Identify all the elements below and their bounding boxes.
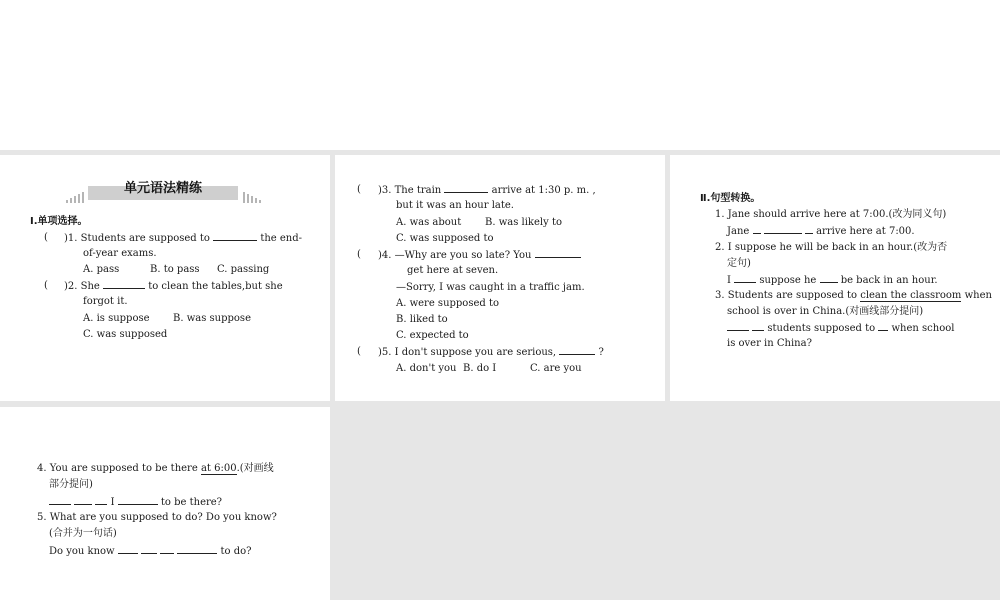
sentence-5: 5. What are you supposed to do? Do you know?: [37, 512, 277, 523]
sentence-3-cont: school is over in China.(对画线部分提问): [727, 306, 924, 317]
sentence-1-answer: Jane arrive here at 7:00.: [727, 226, 915, 237]
title-decoration-right: [243, 191, 261, 203]
answer-blank[interactable]: [820, 273, 838, 283]
sentence-5-answer: Do you know to do?: [49, 546, 252, 557]
page-panel-1: [0, 155, 330, 401]
sentence-4-answer: I to be there?: [49, 495, 222, 509]
page-panel-3: [670, 155, 1000, 401]
option-b: B. liked to: [396, 314, 448, 325]
answer-blank[interactable]: [118, 544, 138, 554]
answer-blank[interactable]: [805, 224, 813, 234]
sentence-5-cont: (合并为一句话): [49, 528, 117, 539]
answer-blank[interactable]: [753, 224, 761, 234]
sentence-3: 3. Students are supposed to clean the classroom when: [715, 290, 992, 301]
answer-blank[interactable]: [141, 544, 157, 554]
answer-blank[interactable]: [103, 279, 145, 289]
option-b: B. was likely to: [485, 217, 562, 228]
title-decoration-left: [66, 191, 84, 203]
question-text: of-year exams.: [83, 248, 157, 259]
option-b: B. do I: [463, 363, 497, 374]
option-c: C. are you: [530, 363, 582, 374]
sentence-2: 2. I suppose he will be back in an hour.(改为否: [715, 242, 948, 253]
answer-blank[interactable]: [95, 495, 107, 505]
answer-blank[interactable]: [535, 248, 581, 258]
page-title: 单元语法精练: [123, 181, 202, 196]
question-text: but it was an hour late.: [396, 200, 514, 211]
answer-paren[interactable]: (: [357, 249, 361, 260]
section-heading: Ⅱ.句型转换。: [700, 193, 761, 204]
question-1: )1. Students are supposed to the end-: [64, 233, 303, 244]
answer-blank[interactable]: [160, 544, 174, 554]
answer-paren[interactable]: (: [357, 184, 361, 195]
question-text: —Sorry, I was caught in a traffic jam.: [396, 282, 585, 293]
answer-paren[interactable]: (: [357, 346, 361, 357]
sentence-1: 1. Jane should arrive here at 7:00.(改为同义句): [715, 209, 947, 220]
question-3: )3. The train arrive at 1:30 p. m. ,: [378, 185, 596, 196]
answer-blank[interactable]: [764, 224, 802, 234]
sentence-4: 4. You are supposed to be there at 6:00.(对画线: [37, 463, 274, 474]
option-a: A. don't you: [396, 363, 457, 374]
option-b: B. was suppose: [173, 313, 251, 324]
answer-blank[interactable]: [727, 321, 749, 331]
answer-blank[interactable]: [734, 273, 756, 283]
sentence-3-cont: is over in China?: [727, 338, 812, 349]
page-panel-2: [335, 155, 665, 401]
option-c: C. expected to: [396, 330, 469, 341]
question-2: )2. She to clean the tables,but she: [64, 281, 283, 292]
option-a: A. were supposed to: [396, 298, 499, 309]
option-b: B. to pass: [150, 264, 200, 275]
section-heading: Ⅰ.单项选择。: [30, 216, 88, 227]
option-a: A. is suppose: [83, 313, 150, 324]
option-c: C. passing: [217, 264, 270, 275]
option-a: A. was about: [396, 217, 462, 228]
answer-blank[interactable]: [559, 345, 595, 355]
answer-blank[interactable]: [444, 183, 488, 193]
answer-paren[interactable]: (: [44, 280, 48, 291]
answer-blank[interactable]: [878, 321, 888, 331]
answer-paren[interactable]: (: [44, 232, 48, 243]
answer-blank[interactable]: [49, 495, 71, 505]
question-text: forgot it.: [83, 296, 128, 307]
sentence-4-cont: 部分提问): [49, 479, 93, 490]
option-c: C. was supposed to: [396, 233, 494, 244]
answer-blank[interactable]: [752, 321, 764, 331]
question-5: )5. I don't suppose you are serious, ?: [378, 347, 604, 358]
page-panel-4: [0, 407, 330, 600]
sentence-3-answer: students supposed to when school: [727, 321, 954, 335]
option-a: A. pass: [83, 264, 120, 275]
answer-blank[interactable]: [74, 495, 92, 505]
sentence-2-cont: 定句): [727, 258, 751, 269]
question-4: )4. —Why are you so late? You: [378, 248, 581, 262]
answer-blank[interactable]: [213, 231, 257, 241]
option-c: C. was supposed: [83, 329, 168, 340]
question-text: get here at seven.: [407, 265, 499, 276]
answer-blank[interactable]: [177, 544, 217, 554]
sentence-2-answer: I suppose he be back in an hour.: [727, 275, 938, 286]
answer-blank[interactable]: [118, 495, 158, 505]
